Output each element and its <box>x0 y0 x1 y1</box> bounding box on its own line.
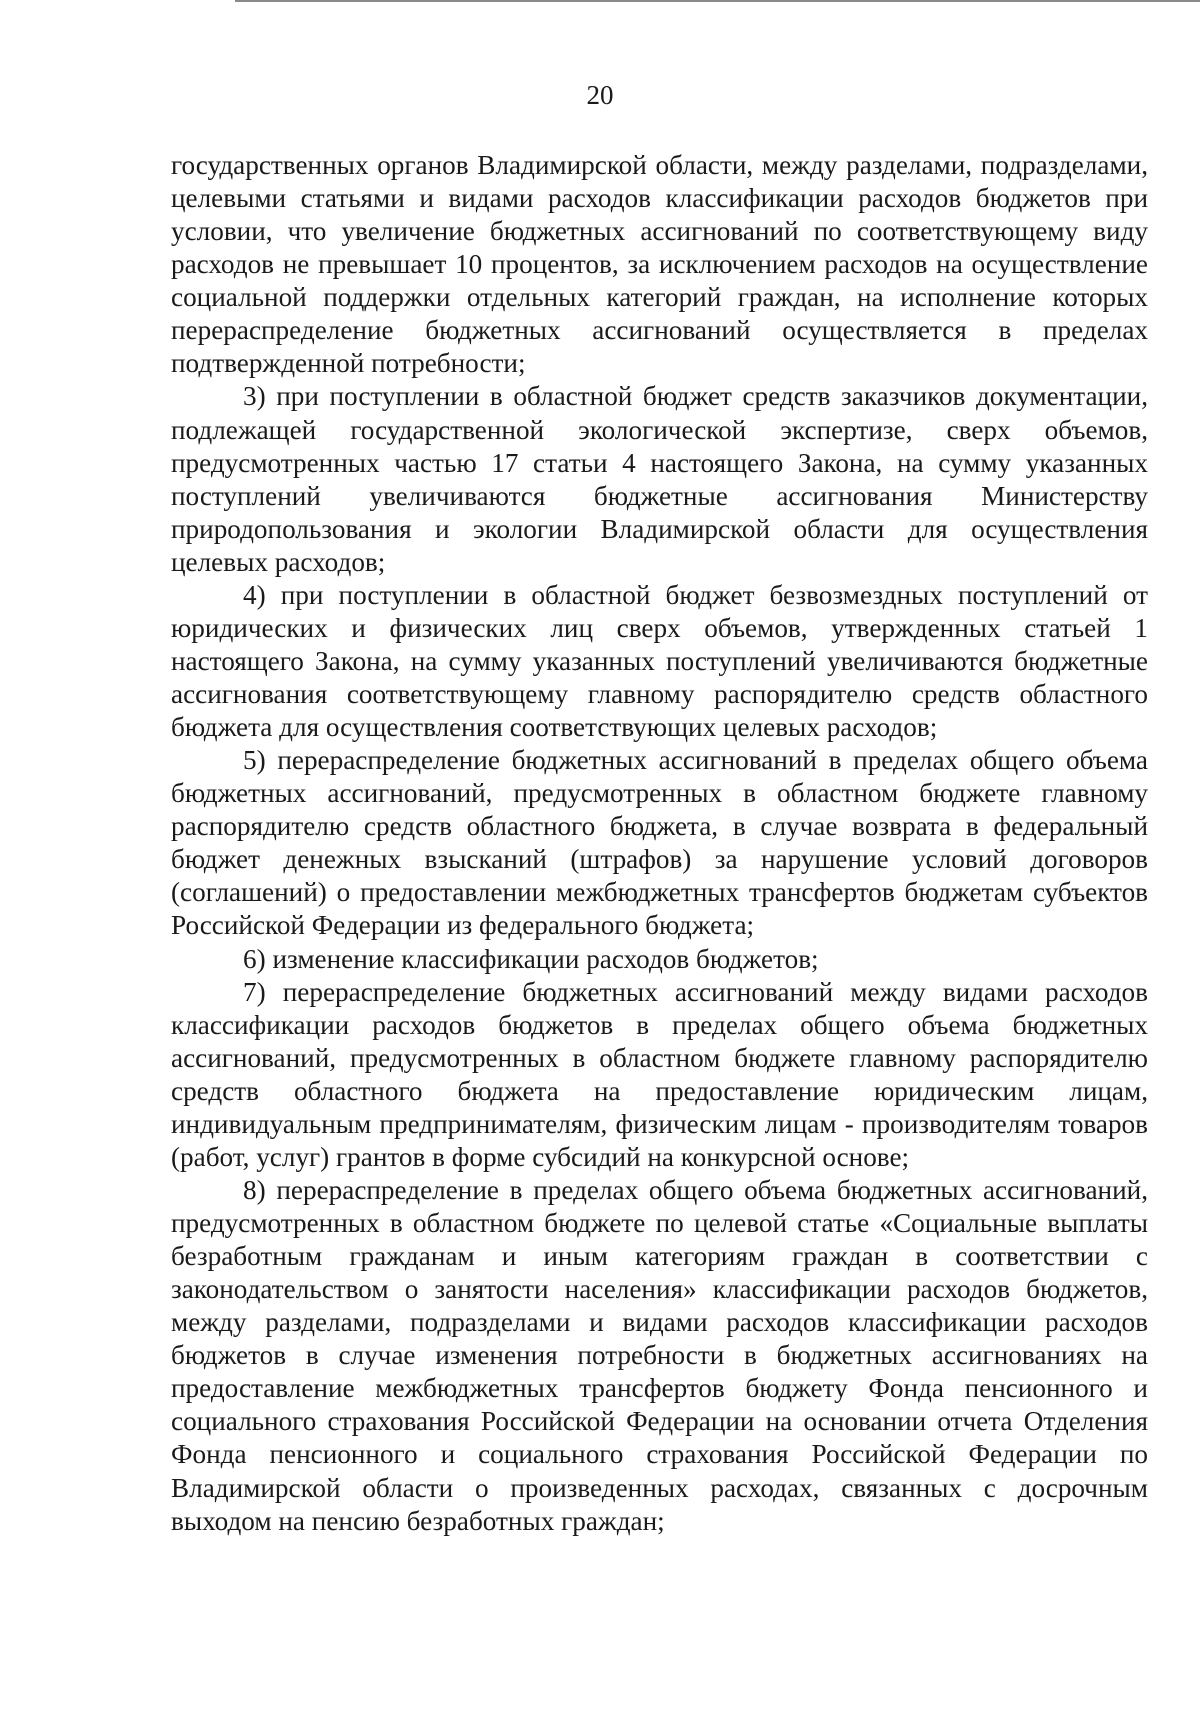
paragraph-item-6: 6) изменение классификации расходов бюджетов; <box>243 943 819 974</box>
paragraph-item-3: 3) при поступлении в областной бюджет средств заказчиков документации, подлежащей государственной экологической экспертизе, сверх объемов, предусмотренных частью 17 статьи 4 настоящего Закона, на сумму указанных поступлений увеличиваются бюджетные ассигнования Министерству природопользования и экологии Владимирской области для осуществления целевых расходов; <box>171 381 1148 577</box>
paragraph-continuation: государственных органов Владимирской области, между разделами, подразделами, целевыми статьями и видами расходов классификации расходов бюджетов при условии, что увеличение бюджетных ассигнований по соответствующему виду расходов не превышает 10 процентов, за исключением расходов на осуществление социальной поддержки отдельных категорий граждан, на исполнение которых перераспределение бюджетных ассигнований осуществляется в пределах подтвержденной потребности; <box>171 150 1148 379</box>
document-body <box>171 149 1148 1538</box>
paragraph-item-4: 4) при поступлении в областной бюджет безвозмездных поступлений от юридических и физических лиц сверх объемов, утвержденных статьей 1 настоящего Закона, на сумму указанных поступлений увеличиваются бюджетные ассигнования соответствующему главному распорядителю средств областного бюджета для осуществления соответствующих целевых расходов; <box>171 579 1148 743</box>
paragraph-item-5: 5) перераспределение бюджетных ассигнований в пределах общего объема бюджетных ассигнований, предусмотренных в областном бюджете главному распорядителю средств областного бюджета, в случае возврата в федеральный бюджет денежных взысканий (штрафов) за нарушение условий договоров (соглашений) о предоставлении межбюджетных трансфертов бюджетам субъектов Российской Федерации из федерального бюджета; <box>171 745 1148 941</box>
page-number: 20 <box>586 80 614 110</box>
paragraph-item-7: 7) перераспределение бюджетных ассигнований между видами расходов классификации расходов бюджетов в пределах общего объема бюджетных ассигнований, предусмотренных в областном бюджете главному распорядителю средств областного бюджета на предоставление юридическим лицам, индивидуальным предпринимателям, физическим лицам - производителям товаров (работ, услуг) грантов в форме субсидий на конкурсной основе; <box>171 976 1148 1172</box>
paragraph-item-8: 8) перераспределение в пределах общего объема бюджетных ассигнований, предусмотренных в областном бюджете по целевой статье «Социальные выплаты безработным гражданам и иным категориям граждан в соответствии с законодательством о занятости населения» классификации расходов бюджетов, между разделами, подразделами и видами расходов классификации расходов бюджетов в случае изменения потребности в бюджетных ассигнованиях на предоставление межбюджетных трансфертов бюджету Фонда пенсионного и социального страхования Российской Федерации на основании отчета Отделения Фонда пенсионного и социального страхования Российской Федерации по Владимирской области о произведенных расходах, связанных с досрочным выходом на пенсию безработных граждан; <box>171 1174 1148 1536</box>
top-border-line <box>235 0 1200 2</box>
